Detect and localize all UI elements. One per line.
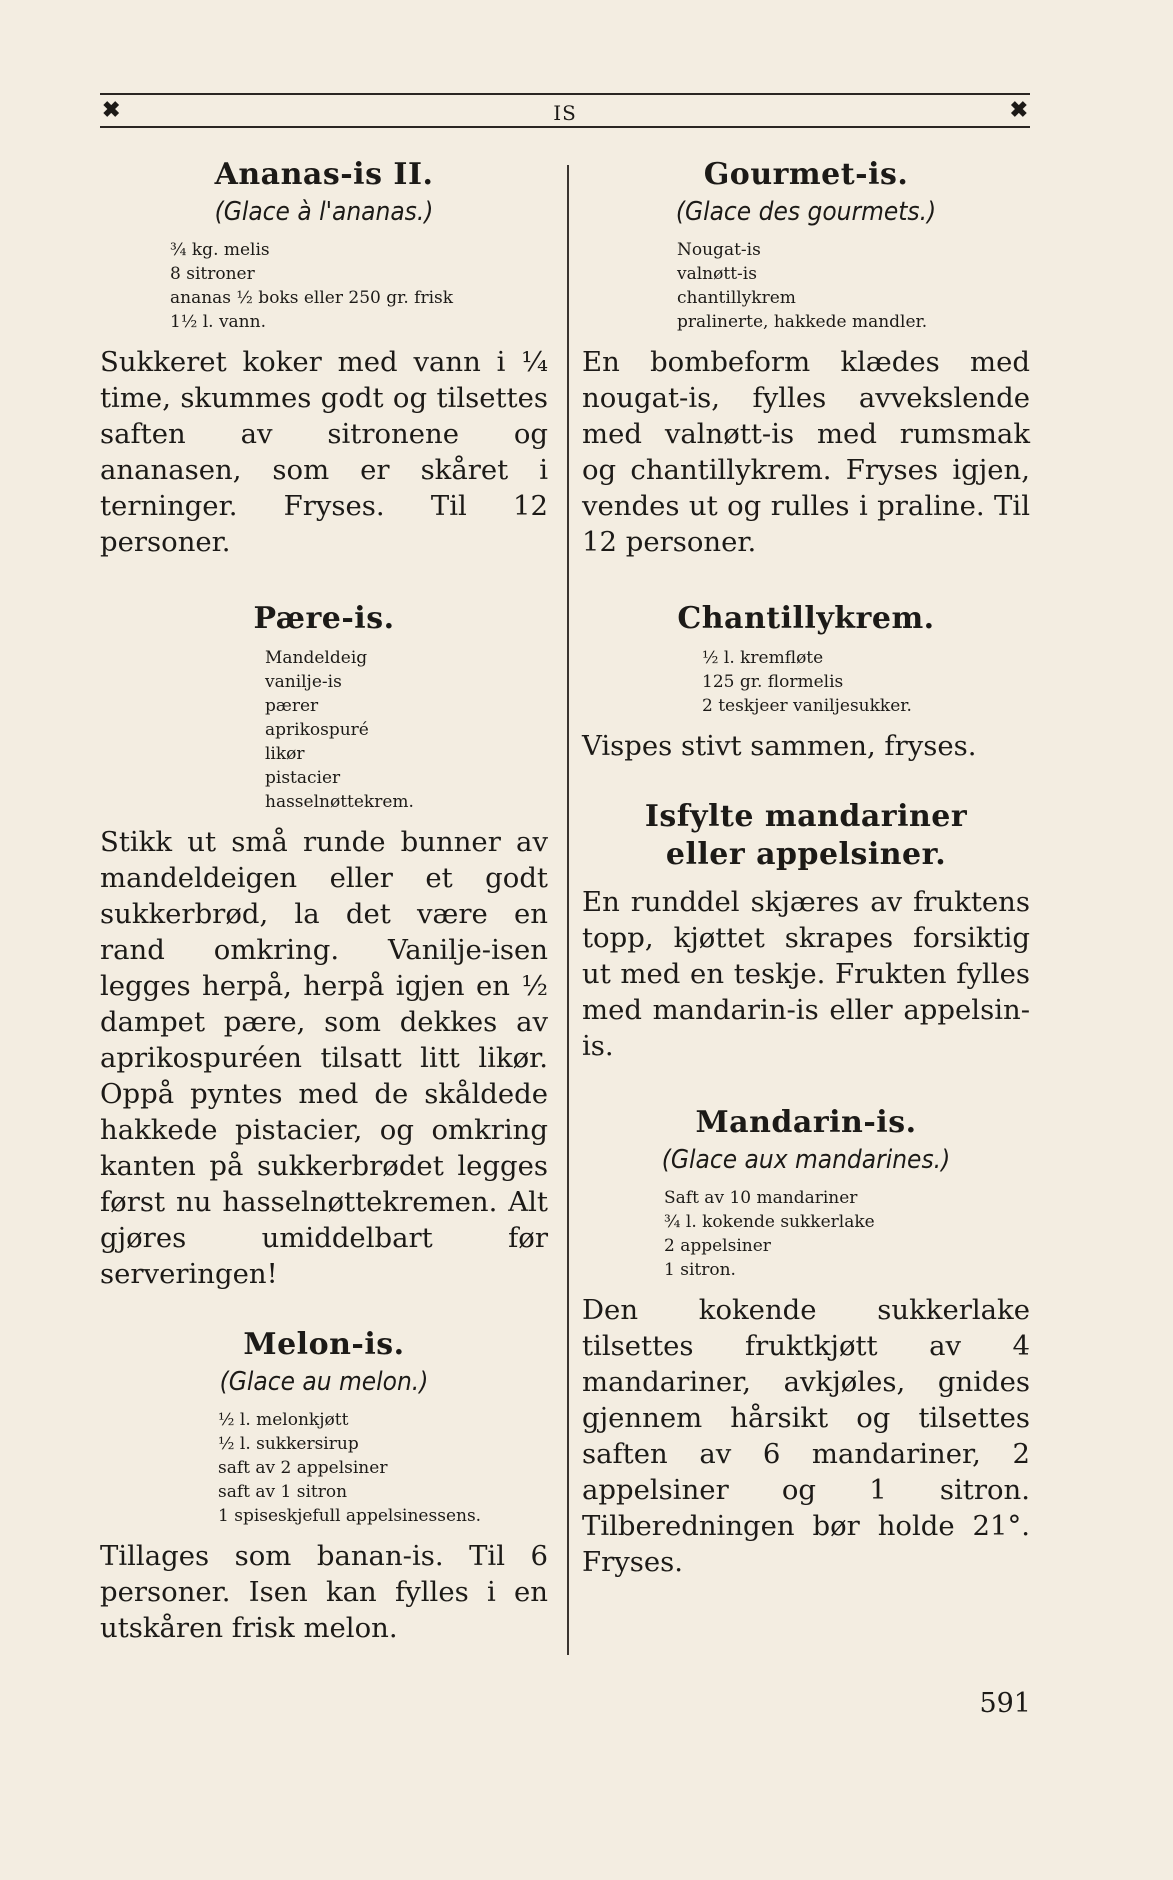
column-divider	[567, 165, 569, 1655]
ingredient-list	[218, 1408, 548, 1528]
recipe-title-line-2: eller appelsiner.	[665, 837, 947, 872]
recipe-title: Gourmet-is.	[703, 157, 909, 192]
recipe-subtitle: (Glace au melon.)	[219, 1367, 429, 1397]
ingredient: pærer	[265, 696, 319, 716]
header-title: IS	[553, 101, 577, 125]
ingredient: hasselnøttekrem.	[265, 792, 414, 812]
ingredient: ¾ kg. melis	[170, 240, 270, 260]
ingredient: 2 appelsiner	[664, 1236, 771, 1256]
ingredient: 8 sitroner	[170, 264, 255, 284]
ingredient: saft av 1 sitron	[218, 1482, 348, 1502]
ingredient: saft av 2 appelsiner	[218, 1458, 388, 1478]
recipe-instructions: Sukkeret koker med vann i ¼ time, skummes godt og tilsettes saften av sitronene og ananasen, som er skåret i terninger. Fryses. Til 12 personer.	[100, 346, 548, 558]
ingredient: 1 spiseskjefull appelsinessens.	[218, 1506, 482, 1526]
recipe-subtitle: (Glace aux mandarines.)	[661, 1145, 951, 1175]
ingredient: aprikospuré	[265, 720, 369, 740]
ingredient: 2 teskjeer vaniljesukker.	[702, 696, 912, 716]
header-rule-bottom	[100, 126, 1030, 128]
header-rule-top	[100, 93, 1030, 95]
ingredient: 125 gr. flormelis	[702, 672, 844, 692]
ingredient: pralinerte, hakkede mandler.	[677, 312, 928, 332]
recipe-isfylte-mandariner	[582, 798, 1030, 1064]
ingredient-list	[170, 238, 548, 334]
recipe-instructions: Vispes stivt sammen, fryses.	[582, 730, 977, 762]
recipe-subtitle: (Glace des gourmets.)	[675, 197, 937, 227]
ingredient: 1½ l. vann.	[170, 312, 266, 332]
running-header	[100, 91, 1030, 131]
ingredient: ½ l. melonkjøtt	[218, 1410, 349, 1430]
recipe-paere-is	[100, 600, 548, 1292]
ingredient: 1 sitron.	[664, 1260, 736, 1280]
recipe-melon-is	[100, 1326, 548, 1646]
recipe-instructions: Stikk ut små runde bunner av mandeldeigen eller et godt sukkerbrød, la det være en rand omkring. Vanilje-isen legges herpå, herpå igjen en ½ dampet pære, som dekkes av aprikospuréen tilsatt litt likør. Oppå pyntes med de skåldede hakkede pistacier, og omkring kanten på sukkerbrødet legges først nu hasselnøttekremen. Alt gjøres umiddelbart før serveringen!	[100, 826, 548, 1290]
recipe-instructions: En runddel skjæres av fruktens topp, kjøttet skrapes forsiktig ut med en teskje. Frukten fylles med mandarin-is eller appelsin-is.	[582, 886, 1030, 1062]
recipe-chantillykrem	[582, 600, 1030, 764]
recipe-title: Chantillykrem.	[677, 601, 935, 636]
ingredient: Mandeldeig	[265, 648, 368, 668]
recipe-mandarin-is	[582, 1104, 1030, 1580]
recipe-title-line-1: Isfylte mandariner	[644, 799, 968, 834]
ingredient: Nougat-is	[677, 240, 761, 260]
recipe-title: Pære-is.	[253, 601, 395, 636]
ingredient: pistacier	[265, 768, 341, 788]
ingredient-list	[702, 646, 1030, 718]
page-number: 591	[979, 1688, 1031, 1719]
header-ornament-right: ✖	[1009, 97, 1028, 123]
recipe-instructions: En bombeform klædes med nougat-is, fylles avvekslende med valnøtt-is med rumsmak og chantillykrem. Fryses igjen, vendes ut og rulles i praline. Til 12 personer.	[582, 346, 1030, 558]
ingredient: vanilje-is	[265, 672, 342, 692]
ingredient: Saft av 10 mandariner	[664, 1188, 858, 1208]
left-column	[100, 150, 548, 1646]
header-ornament-left: ✖	[102, 97, 121, 123]
ingredient: ¾ l. kokende sukkerlake	[664, 1212, 875, 1232]
ingredient: ½ l. kremfløte	[702, 648, 824, 668]
ingredient: ananas ½ boks eller 250 gr. frisk	[170, 288, 454, 308]
recipe-instructions: Den kokende sukkerlake tilsettes fruktkjøtt av 4 mandariner, avkjøles, gnides gjennem hårsikt og tilsettes saften av 6 mandariner, 2 appelsiner og 1 sitron. Tilberedningen bør holde 21°. Fryses.	[582, 1294, 1030, 1578]
ingredient: chantillykrem	[677, 288, 796, 308]
ingredient: likør	[265, 744, 305, 764]
ingredient: valnøtt-is	[677, 264, 757, 284]
recipe-title: Ananas-is II.	[214, 157, 434, 192]
recipe-ananas-is	[100, 156, 548, 560]
right-column	[582, 150, 1030, 1580]
recipe-instructions: Tillages som banan-is. Til 6 personer. Isen kan fylles i en utskåren frisk melon.	[100, 1540, 548, 1644]
ingredient-list	[664, 1186, 1030, 1282]
recipe-gourmet-is	[582, 156, 1030, 560]
recipe-title: Mandarin-is.	[695, 1105, 917, 1140]
recipe-title: Melon-is.	[243, 1327, 405, 1362]
recipe-subtitle: (Glace à l'ananas.)	[214, 197, 434, 227]
ingredient: ½ l. sukkersirup	[218, 1434, 359, 1454]
ingredient-list	[265, 646, 548, 814]
ingredient-list	[677, 238, 1030, 334]
